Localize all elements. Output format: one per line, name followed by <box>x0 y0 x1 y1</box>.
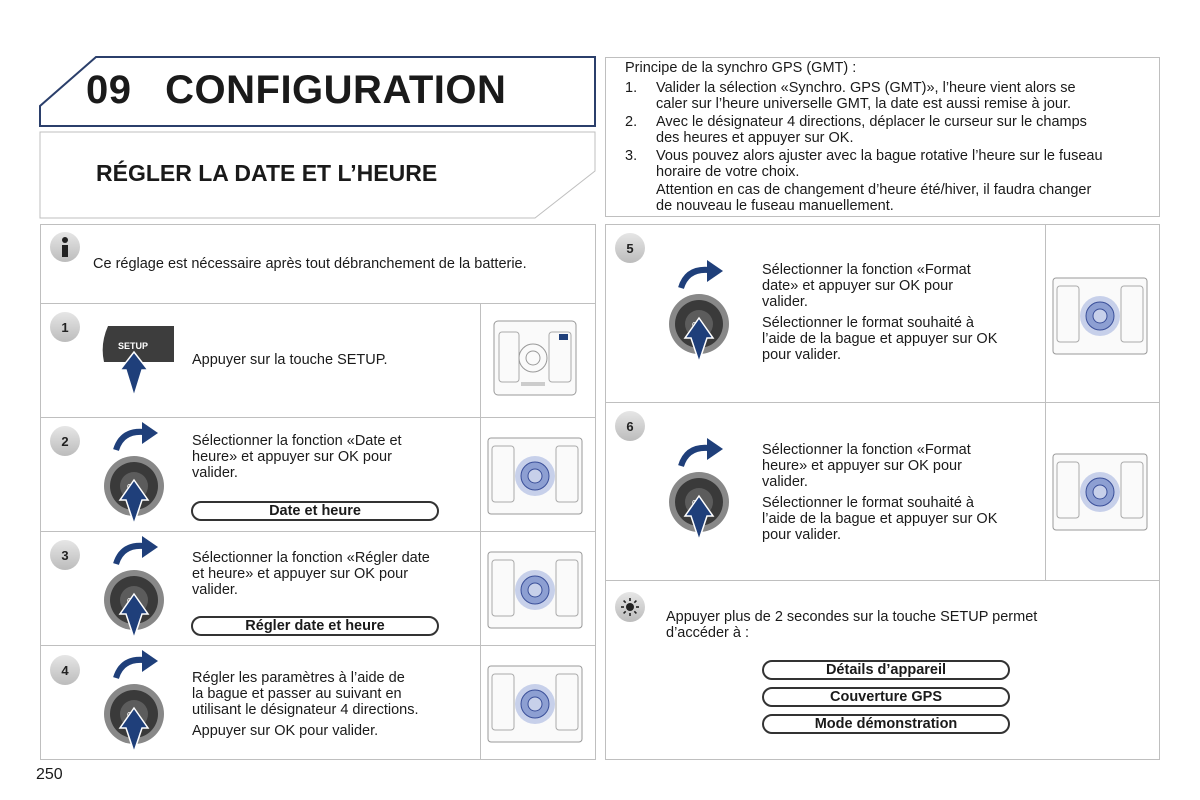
step-4-line-3: utilisant le désignateur 4 directions. <box>192 702 419 718</box>
info-note-text: Ce réglage est nécessaire après tout débranchement de la batterie. <box>93 256 527 272</box>
step-6-line-3: valider. <box>762 474 808 490</box>
gps-intro: Principe de la synchro GPS (GMT) : <box>625 60 857 76</box>
step-badge: 4 <box>50 655 80 685</box>
step-6-line-4: Sélectionner le format souhaité à <box>762 495 974 511</box>
rotary-knob-illustration <box>100 420 180 528</box>
step-badge: 2 <box>50 426 80 456</box>
step-5-line-1: Sélectionner la fonction «Format <box>762 262 971 278</box>
step-2-line-1: Sélectionner la fonction «Date et <box>192 433 402 449</box>
radio-panel-highlight-illustration <box>1052 450 1148 534</box>
page-number: 250 <box>36 766 63 783</box>
step-3-line-3: valider. <box>192 582 238 598</box>
step-5-line-6: pour valider. <box>762 347 841 363</box>
setup-button-illustration <box>100 322 180 398</box>
chapter-heading <box>86 68 506 113</box>
tip-line-1: Appuyer plus de 2 secondes sur la touche SETUP permet <box>666 609 1038 625</box>
lightbulb-icon <box>615 592 645 622</box>
menu-item-regler-date-et-heure[interactable]: Régler date et heure <box>191 616 439 636</box>
section-title: RÉGLER LA DATE ET L’HEURE <box>96 160 438 186</box>
gps-item: 3. Vous pouvez alors ajuster avec la bague rotative l’heure sur le fuseau horaire de votre choix. <box>625 148 1103 180</box>
radio-panel-highlight-illustration <box>487 548 583 632</box>
menu-item-mode-demonstration[interactable]: Mode démonstration <box>762 714 1010 734</box>
step-badge: 6 <box>615 411 645 441</box>
rotary-knob-illustration <box>100 534 180 642</box>
chapter-title: CONFIGURATION <box>165 68 507 112</box>
gps-item: 1. Valider la sélection «Synchro. GPS (GMT)», l’heure vient alors se caler sur l’heure universelle GMT, la date est aussi remise à jour. <box>625 80 1076 112</box>
step-5-line-5: l’aide de la bague et appuyer sur OK <box>762 331 998 347</box>
gps-warning: Attention en cas de changement d’heure été/hiver, il faudra changer de nouveau le fuseau manuellement. <box>656 182 1092 214</box>
svg-text:SETUP: SETUP <box>118 341 149 351</box>
step-6-line-2: heure» et appuyer sur OK pour <box>762 458 962 474</box>
rotary-knob-illustration <box>665 436 745 544</box>
step-4-line-4: Appuyer sur OK pour valider. <box>192 723 379 739</box>
radio-panel-illustration <box>493 320 577 396</box>
radio-panel-highlight-illustration <box>487 662 583 746</box>
step-2-line-3: valider. <box>192 465 238 481</box>
radio-panel-highlight-illustration <box>1052 274 1148 358</box>
step-1-text: Appuyer sur la touche SETUP. <box>192 352 388 368</box>
step-5-line-4: Sélectionner le format souhaité à <box>762 315 974 331</box>
step-6-line-6: pour valider. <box>762 527 841 543</box>
menu-item-couverture-gps[interactable]: Couverture GPS <box>762 687 1010 707</box>
gps-item: 2. Avec le désignateur 4 directions, déplacer le curseur sur le champs des heures et appuyer sur OK. <box>625 114 1087 146</box>
menu-item-details-appareil[interactable]: Détails d’appareil <box>762 660 1010 680</box>
step-badge: 1 <box>50 312 80 342</box>
step-3-line-2: et heure» et appuyer sur OK pour <box>192 566 409 582</box>
step-6-line-5: l’aide de la bague et appuyer sur OK <box>762 511 998 527</box>
step-badge: 3 <box>50 540 80 570</box>
step-4-line-1: Régler les paramètres à l’aide de <box>192 670 405 686</box>
menu-item-date-et-heure[interactable]: Date et heure <box>191 501 439 521</box>
step-2-line-2: heure» et appuyer sur OK pour <box>192 449 392 465</box>
radio-panel-highlight-illustration <box>487 434 583 518</box>
rotary-knob-illustration <box>665 258 745 366</box>
gps-steps <box>625 80 1155 214</box>
info-icon <box>50 232 80 262</box>
rotary-knob-illustration <box>100 648 180 756</box>
step-4-line-2: la bague et passer au suivant en <box>192 686 402 702</box>
step-badge: 5 <box>615 233 645 263</box>
chapter-number: 09 <box>86 68 132 112</box>
step-6-line-1: Sélectionner la fonction «Format <box>762 442 971 458</box>
step-5-line-2: date» et appuyer sur OK pour <box>762 278 954 294</box>
step-5-line-3: valider. <box>762 294 808 310</box>
step-3-line-1: Sélectionner la fonction «Régler date <box>192 550 430 566</box>
tip-line-2: d’accéder à : <box>666 625 750 641</box>
